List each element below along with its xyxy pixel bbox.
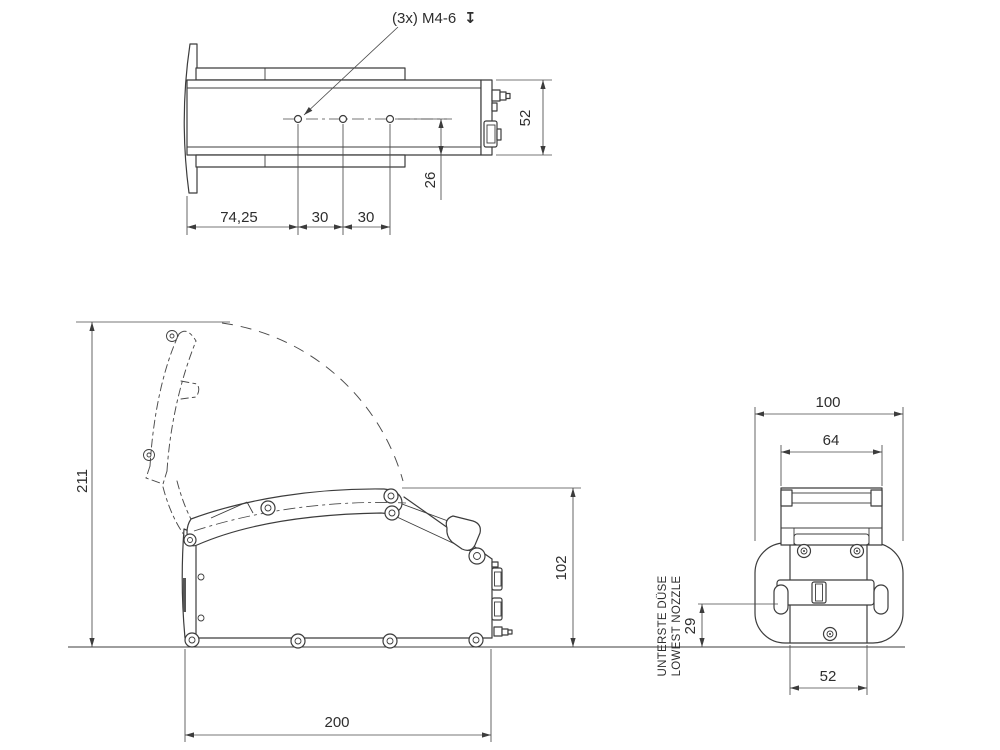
dim-211 [74, 322, 230, 647]
dim-text-211: 211 [74, 469, 91, 493]
side-connectors [492, 562, 512, 636]
dim-text-30b: 30 [357, 209, 375, 226]
bottom-rail [196, 155, 405, 167]
nozzle-slit [812, 582, 826, 603]
thread-hole [387, 116, 394, 123]
top-rail [196, 68, 405, 80]
dim-text-30a: 30 [311, 209, 329, 226]
motion-arc [222, 323, 403, 481]
dim-52-end [790, 645, 867, 695]
end-view [657, 394, 903, 695]
body-plan [187, 80, 481, 155]
latch-handle [397, 504, 485, 564]
dim-text-64: 64 [822, 432, 840, 449]
air-fitting [492, 90, 510, 111]
label-lowest-nozzle: LOWEST NOZZLE [671, 575, 683, 677]
dim-text-102: 102 [553, 555, 570, 581]
phantom-arm-raised [144, 331, 199, 541]
dim-text-200: 200 [324, 714, 350, 731]
bottom-screws [185, 633, 483, 648]
dim-text-26: 26 [422, 171, 439, 189]
dim-64 [781, 432, 882, 486]
dim-52-top [496, 80, 552, 155]
depth-symbol-icon: ↧ [464, 10, 477, 27]
side-view [68, 322, 905, 742]
thread-hole [295, 116, 302, 123]
side-slot-left [774, 585, 788, 614]
top-view [184, 10, 552, 235]
dim-text-100: 100 [815, 394, 841, 411]
connector-plan [484, 121, 501, 147]
arm-pivot [184, 534, 196, 546]
side-slot-right [874, 585, 888, 614]
thread-hole [340, 116, 347, 123]
arm-lowered [184, 489, 406, 546]
callout-text: (3x) M4-6 [392, 10, 457, 27]
dim-text-74-25: 74,25 [220, 209, 258, 226]
mount-bracket [781, 488, 882, 545]
dim-text-52-end: 52 [819, 668, 837, 685]
dim-200 [185, 649, 491, 742]
dim-text-52-top: 52 [517, 109, 534, 127]
label-unterste-duese: UNTERSTE DÜSE [657, 575, 669, 677]
grip-pad [183, 578, 186, 612]
dim-text-29: 29 [682, 617, 699, 635]
